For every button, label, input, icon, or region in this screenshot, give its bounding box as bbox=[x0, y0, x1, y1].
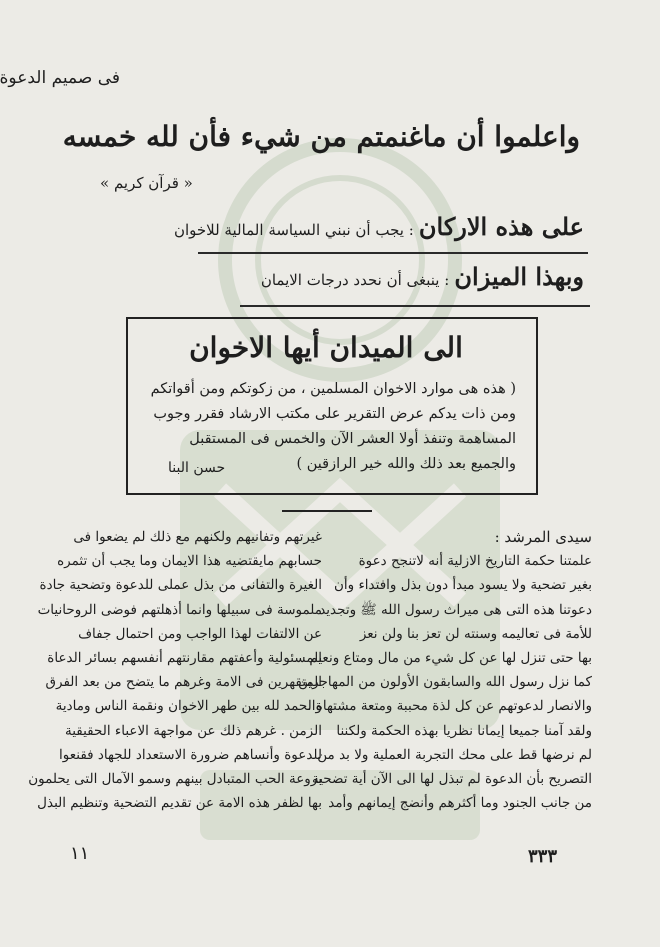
article-line: المسئولية وأعفتهم مقارنتهم أنفسهم بسائر الدعاة bbox=[47, 649, 322, 666]
article-line: سيدى المرشد : bbox=[494, 528, 592, 546]
article-line: التصريح بأن الدعوة لم تبذل لها الى الآن أية تضحية bbox=[311, 770, 592, 787]
article-line: الغيرة والتفانى من بذل عملى للدعوة وتضحية جادة bbox=[39, 577, 322, 594]
notice-line: المساهمة وتنفذ أولا العشر الآن والخمس فى المستقبل bbox=[189, 431, 516, 447]
article-line: للأمة فى تعاليمه وسنته لن تعز بنا ولن نعز bbox=[359, 625, 592, 642]
notice-box bbox=[126, 317, 538, 495]
article-left-column bbox=[28, 525, 322, 815]
subheading-underline bbox=[198, 252, 588, 254]
article-line: بغير تضحية ولا يسود مبدأ دون بذل وافتداء وأن bbox=[333, 577, 592, 594]
article-line: كما نزل رسول الله والسابقون الأولون من المهاجرين bbox=[298, 674, 592, 691]
section-divider bbox=[282, 510, 372, 512]
article-line: غيرتهم وتفانيهم ولكنهم مع ذلك لم يضعوا فى bbox=[73, 529, 322, 545]
subheading-pillars bbox=[84, 212, 584, 241]
headline-source: « قرآن كريم » bbox=[100, 174, 193, 192]
article-line: بها حتى تنزل لها عن كل شيء من مال ومتاع ونعيم bbox=[309, 649, 592, 666]
subheading-balance bbox=[84, 262, 584, 291]
subheading-underline bbox=[240, 305, 590, 307]
article-right-column bbox=[298, 525, 592, 815]
subheading-text: : ينبغى أن نحدد درجات الايمان bbox=[260, 271, 450, 289]
article-line: بها لظفر هذه الامة عن تقديم التضحية وتنظيم البذل bbox=[37, 795, 322, 812]
article-line: الزمن . غرهم ذلك عن مواجهة الاعباء الحقيقية bbox=[64, 722, 322, 739]
notice-line: ومن ذات يدكم عرض التقرير على مكتب الارشاد فقرر وجوب bbox=[153, 406, 516, 422]
subheading-key: على هذه الاركان bbox=[418, 212, 584, 241]
article-line: للدعوة وأنساهم ضرورة الاستعداد للجهاد فقنعوا bbox=[59, 746, 322, 763]
article-line: والانصار لدعوتهم عن كل لذة محببة ومتعة مشتهاة . bbox=[307, 698, 592, 715]
quran-headline: واعلموا أن ماغنمتم من شيء فأن لله خمسه bbox=[62, 120, 580, 153]
article-line: عن الالتفات لهذا الواجب ومن احتمال جفاف bbox=[78, 625, 322, 642]
article-line: من جانب الجنود وما أكثرهم وأنضج إيمانهم وأمد bbox=[328, 795, 592, 812]
article-line: بروعة الحب المتبادل بينهم وسمو الآمال التى يحلمون bbox=[28, 770, 322, 787]
article-line: ملموسة فى سبيلها وانما أذهلتهم فوضى الروحانيات bbox=[37, 601, 322, 618]
article-line: ولقد آمنا جميعا إيمانا نظريا بهذه الحكمة ولكننا bbox=[336, 722, 592, 739]
article-line: لم نرضها قط على محك التجربة العملية ولا بد من bbox=[317, 746, 592, 763]
notice-title: الى الميدان أيها الاخوان bbox=[189, 331, 463, 364]
article-line: والحمد لله بين طهر الاخوان ونقمة الناس ومادية bbox=[55, 698, 322, 715]
article-line: حسابهم مايقتضيه هذا الايمان وما يجب أن تثمره bbox=[57, 553, 322, 570]
subheading-text: : يجب أن نبني السياسة المالية للاخوان bbox=[173, 221, 414, 239]
notice-line: ( هذه هى موارد الاخوان المسلمين ، من زكوتكم ومن أقواتكم bbox=[150, 381, 516, 397]
notice-line: والجميع بعد ذلك والله خير الرازقين ) bbox=[296, 456, 516, 472]
article-line: دعوتنا هذه التى هى ميراث رسول الله ﷺ وتجديد bbox=[319, 601, 592, 618]
article-line: علمتنا حكمة التاريخ الازلية أنه لاتنجح دعوة bbox=[358, 553, 592, 570]
page-number-volume: ٣٣٣ bbox=[528, 846, 558, 867]
section-label: فى صميم الدعوة bbox=[0, 68, 120, 88]
subheading-key: وبهذا الميزان bbox=[454, 262, 584, 291]
page-number-magazine: ١١ bbox=[70, 843, 90, 864]
article-line: المتقهرين فى الامة وغرهم ما يتضح من بعد الفرق bbox=[45, 674, 322, 691]
notice-signature: حسن البنا bbox=[168, 460, 226, 476]
